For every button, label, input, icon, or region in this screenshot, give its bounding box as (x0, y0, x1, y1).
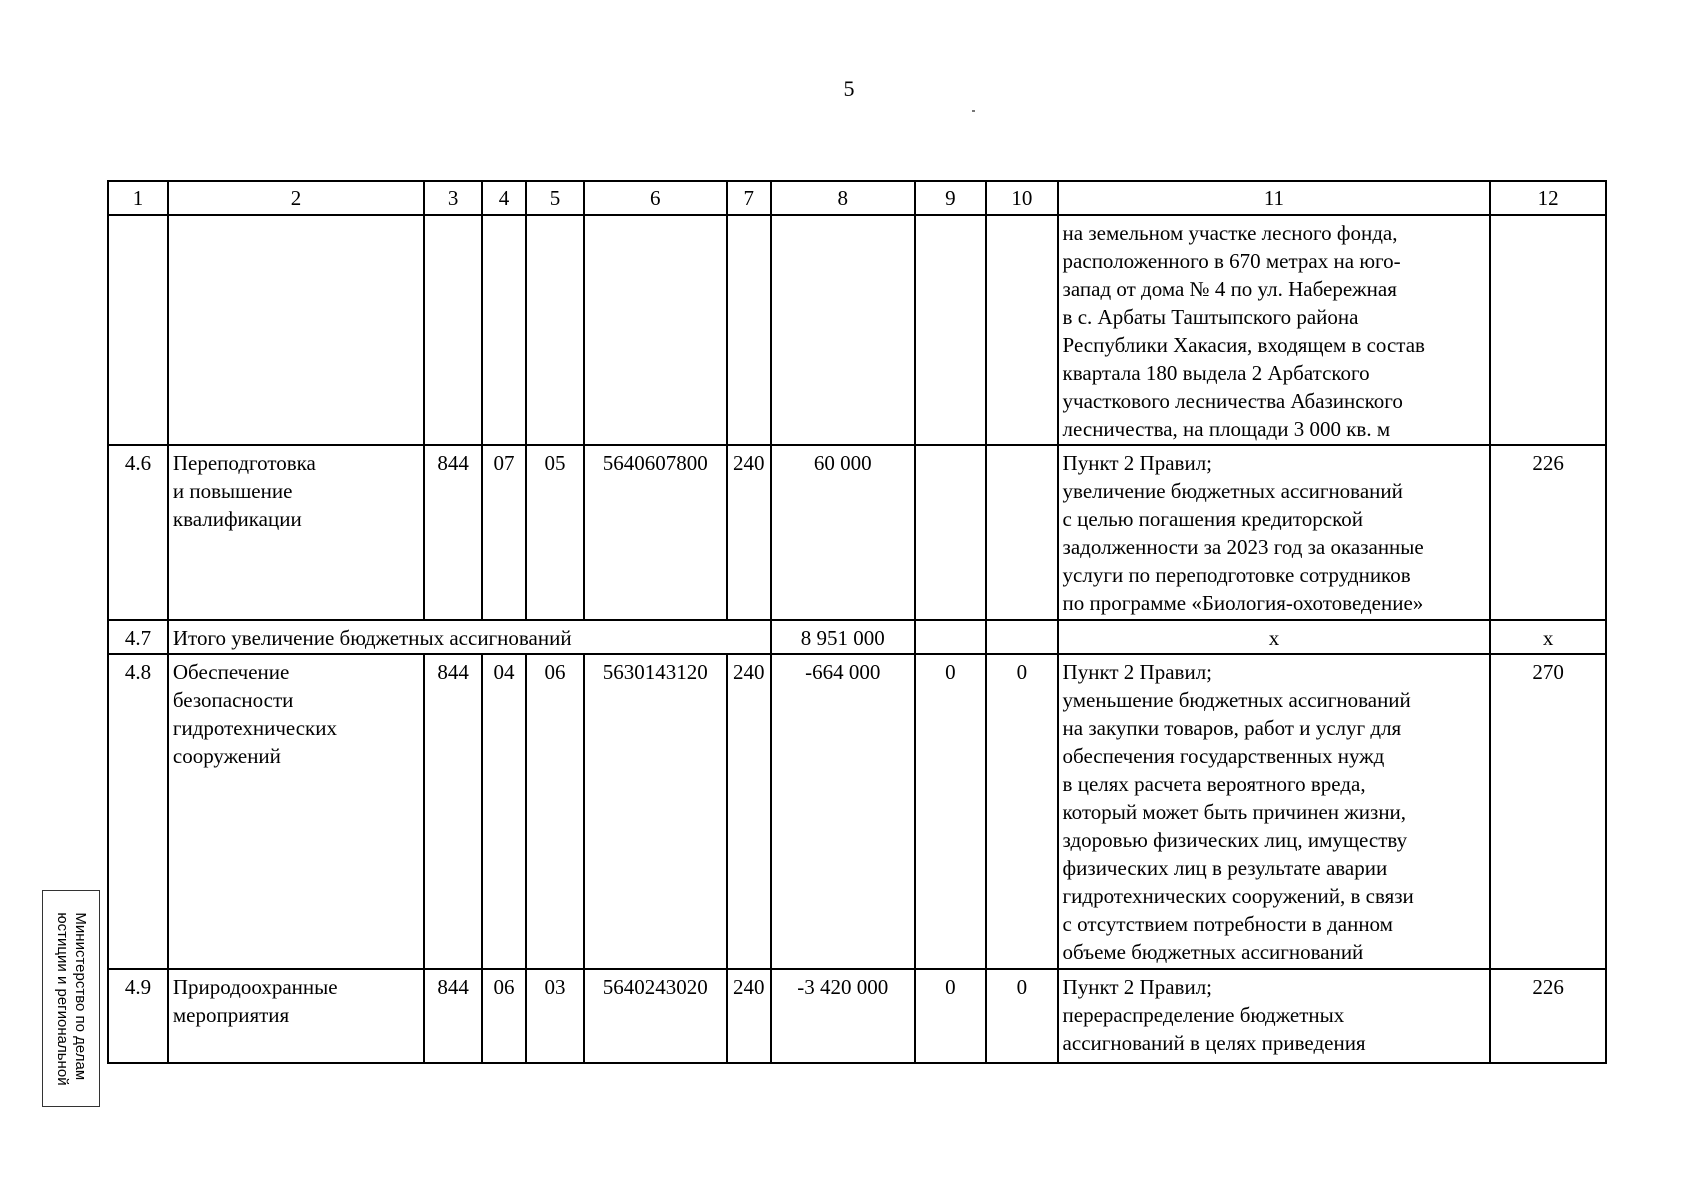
col-header-7: 7 (727, 181, 771, 215)
row-number: 4.6 (108, 445, 168, 620)
row-description: Пункт 2 Правил; уменьшение бюджетных ассигнований на закупки товаров, работ и услуг для обеспечения государственных нужд в целях расчета вероятного вреда, который может быть причинен жизни, здоровью физических лиц, имуществу физических лиц в результате аварии гидротехнических сооружений, в связи с отсутствием потребности в данном объеме бюджетных ассигнований (1058, 654, 1491, 969)
cell-col9 (915, 215, 986, 445)
cell-col10 (986, 445, 1057, 620)
cell-col4: 06 (482, 969, 526, 1063)
cell-col5: 05 (526, 445, 584, 620)
row-description: на земельном участке лесного фонда, расположенного в 670 метрах на юго- запад от дома № 4 по ул. Набережная в с. Арбаты Таштыпского района Республики Хакасия, входящем в состав квартала 180 выдела 2 Арбатского участкового лесничества Абазинского лесничества, на площади 3 000 кв. м (1058, 215, 1491, 445)
cell-col12: 226 (1490, 445, 1606, 620)
cell-col6: 5640243020 (584, 969, 727, 1063)
cell-col8: -664 000 (771, 654, 915, 969)
col-header-9: 9 (915, 181, 986, 215)
cell-col7: 240 (727, 445, 771, 620)
cell-col10 (986, 215, 1057, 445)
cell-col6 (584, 215, 727, 445)
page-number: 5 (843, 76, 855, 101)
cell-col3: 844 (424, 969, 482, 1063)
row-number: 4.8 (108, 654, 168, 969)
cell-col9: 0 (915, 654, 986, 969)
cell-col4 (482, 215, 526, 445)
col-header-11: 11 (1058, 181, 1491, 215)
row-number (108, 215, 168, 445)
stamp-line-2: юстиции и региональной (54, 911, 71, 1086)
row-number: 4.9 (108, 969, 168, 1063)
col-header-10: 10 (986, 181, 1057, 215)
row-name: Природоохранные мероприятия (168, 969, 424, 1063)
cell-col6: 5630143120 (584, 654, 727, 969)
table-row (108, 654, 1606, 969)
cell-col4: 07 (482, 445, 526, 620)
table-row (108, 969, 1606, 1063)
header-row (108, 181, 1606, 215)
cell-col5: 06 (526, 654, 584, 969)
cell-col12: 270 (1490, 654, 1606, 969)
cell-col3 (424, 215, 482, 445)
cell-col10: 0 (986, 969, 1057, 1063)
cell-col10 (986, 620, 1057, 654)
cell-col8: 60 000 (771, 445, 915, 620)
stamp-line-1: Министерство по делам (72, 911, 89, 1080)
row-description: Пункт 2 Правил; перераспределение бюджетных ассигнований в целях приведения (1058, 969, 1491, 1063)
cell-col9 (915, 620, 986, 654)
cell-col5 (526, 215, 584, 445)
cell-col5: 03 (526, 969, 584, 1063)
cell-col6: 5640607800 (584, 445, 727, 620)
table-row (108, 445, 1606, 620)
cell-col7 (727, 215, 771, 445)
registration-stamp (42, 890, 100, 1107)
row-name: Обеспечение безопасности гидротехнических сооружений (168, 654, 424, 969)
col-header-1: 1 (108, 181, 168, 215)
cell-col3: 844 (424, 654, 482, 969)
budget-table (107, 180, 1607, 1064)
row-name: Итого увеличение бюджетных ассигнований (168, 620, 771, 654)
cell-col8: -3 420 000 (771, 969, 915, 1063)
cell-col7: 240 (727, 969, 771, 1063)
col-header-6: 6 (584, 181, 727, 215)
cell-col12: 226 (1490, 969, 1606, 1063)
row-description: Пункт 2 Правил; увеличение бюджетных ассигнований с целью погашения кредиторской задолженности за 2023 год за оказанные услуги по переподготовке сотрудников по программе «Биология-охотоведение» (1058, 445, 1491, 620)
row-name: Переподготовка и повышение квалификации (168, 445, 424, 620)
col-header-8: 8 (771, 181, 915, 215)
row-name (168, 215, 424, 445)
col-header-5: 5 (526, 181, 584, 215)
table-row-total (108, 620, 1606, 654)
col-header-3: 3 (424, 181, 482, 215)
table-row (108, 215, 1606, 445)
cell-col12 (1490, 215, 1606, 445)
cell-col9 (915, 445, 986, 620)
cell-col4: 04 (482, 654, 526, 969)
col-header-2: 2 (168, 181, 424, 215)
cell-col8 (771, 215, 915, 445)
row-description: х (1058, 620, 1491, 654)
cell-col7: 240 (727, 654, 771, 969)
stamp-text (53, 912, 89, 1085)
scan-speck (972, 110, 975, 112)
cell-col10: 0 (986, 654, 1057, 969)
row-number: 4.7 (108, 620, 168, 654)
cell-col12: х (1490, 620, 1606, 654)
cell-col9: 0 (915, 969, 986, 1063)
cell-col8: 8 951 000 (771, 620, 915, 654)
col-header-4: 4 (482, 181, 526, 215)
col-header-12: 12 (1490, 181, 1606, 215)
cell-col3: 844 (424, 445, 482, 620)
